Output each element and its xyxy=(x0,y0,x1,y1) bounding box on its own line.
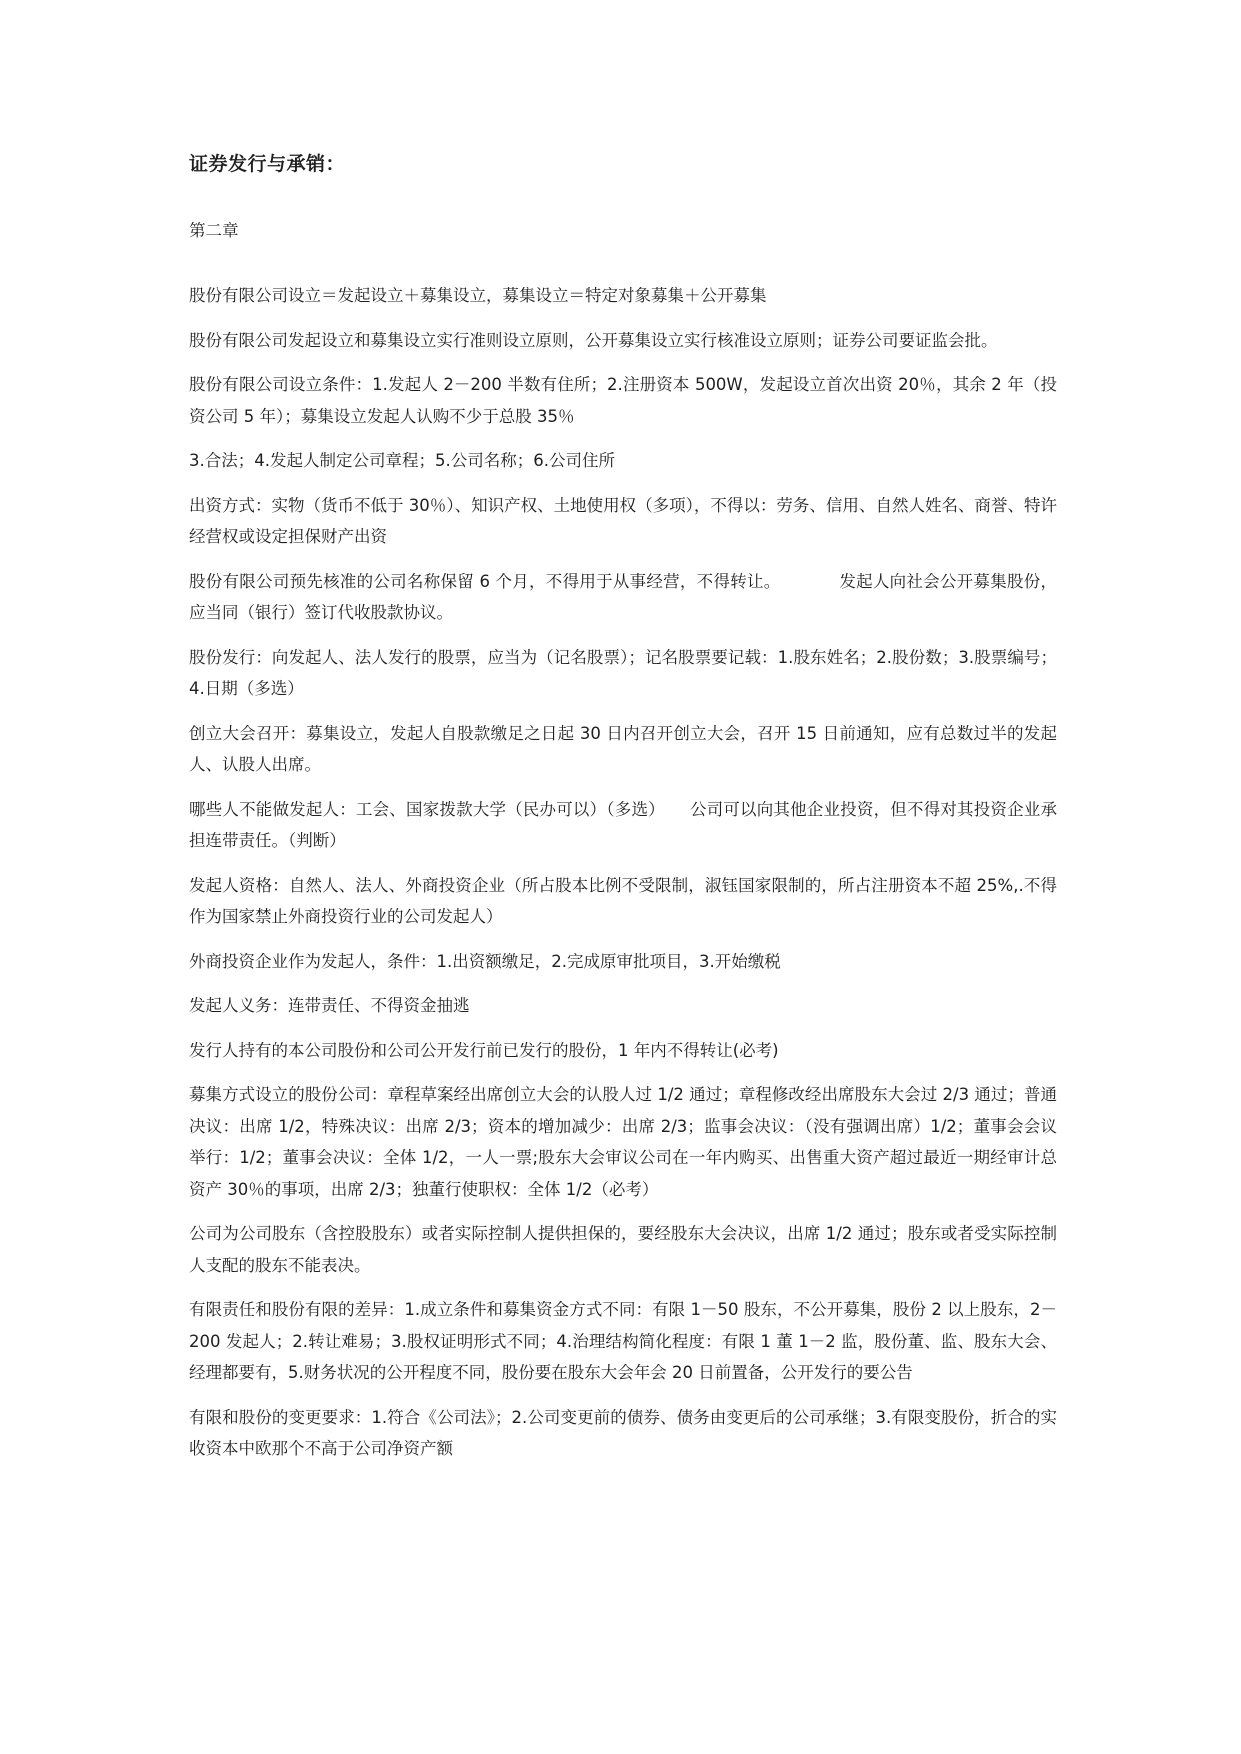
paragraph-setup-conditions-continued: 3.合法；4.发起人制定公司章程；5.公司名称；6.公司住所 xyxy=(189,451,615,470)
paragraph-share-issuance: 股份发行：向发起人、法人发行的股票，应当为（记名股票）；记名股票要记载：1.股东姓名；2.股份数；3.股票编号；4.日期（多选） xyxy=(189,647,1057,698)
paragraph-contribution-methods: 出资方式：实物（货币不低于 30％）、知识产权、土地使用权（多项），不得以：劳务、信用、自然人姓名、商誉、特许经营权或设定担保财产出资 xyxy=(189,495,1057,546)
chapter-heading: 第二章 xyxy=(189,221,239,240)
document-body xyxy=(189,280,1057,1465)
paragraph-name-reservation: 股份有限公司预先核准的公司名称保留 6 个月，不得用于从事经营，不得转让。 发起人向社会公开募集股份，应当同（银行）签订代收股款协议。 xyxy=(189,571,1057,622)
paragraph-share-transfer-restriction: 发行人持有的本公司股份和公司公开发行前已发行的股份，1 年内不得转让(必考) xyxy=(189,1040,779,1060)
paragraph-promoter-qualification: 发起人资格：自然人、法人、外商投资企业（所占股本比例不受限制，淑钰国家限制的，所占注册资本不超 25%,.不得作为国家禁止外商投资行业的公司发起人） xyxy=(189,875,1057,926)
paragraph-ineligible-promoters: 哪些人不能做发起人：工会、国家拨款大学（民办可以）（多选） 公司可以向其他企业投资，但不得对其投资企业承担连带责任。（判断） xyxy=(189,799,1057,850)
paragraph-company-setup-methods: 股份有限公司设立＝发起设立＋募集设立，募集设立＝特定对象募集＋公开募集 xyxy=(189,286,767,305)
paragraph-voting-thresholds: 募集方式设立的股份公司：章程草案经出席创立大会的认股人过 1/2 通过；章程修改经出席股东大会过 2/3 通过；普通决议：出席 1/2，特殊决议：出席 2/3；资本的增加减少：出席 2/3；监事会决议：（没有强调出席）1/2；董事会会议举行：1/2；董事会决议：全体 1/2，一人一票;股东大会审议公司在一年内购买、出售重大资产超过最近一期经审计总资产 30％的事项，出席 2/3；独董行使职权：全体 1/2（必考） xyxy=(189,1085,1057,1199)
paragraph-foreign-investment-promoter: 外商投资企业作为发起人，条件：1.出资额缴足，2.完成原审批项目，3.开始缴税 xyxy=(189,951,781,971)
paragraph-promoter-obligations: 发起人义务：连带责任、不得资金抽逃 xyxy=(189,996,470,1015)
paragraph-llc-vs-joint-stock: 有限责任和股份有限的差异：1.成立条件和募集资金方式不同：有限 1－50 股东，不公开募集，股份 2 以上股东，2－200 发起人；2.转让难易；3.股权证明形式不同；4.治理结构简化程度：有限 1 董 1－2 监，股份董、监、股东大会、经理都要有，5.财务状况的公开程度不同，股份要在股东大会年会 20 日前置备，公开发行的要公告 xyxy=(189,1300,1057,1382)
paragraph-setup-principles: 股份有限公司发起设立和募集设立实行准则设立原则，公开募集设立实行核准设立原则；证券公司要证监会批。 xyxy=(189,330,998,350)
paragraph-conversion-requirements: 有限和股份的变更要求：1.符合《公司法》；2.公司变更前的债券、债务由变更后的公司承继；3.有限变股份，折合的实收资本中欧那个不高于公司净资产额 xyxy=(189,1407,1057,1458)
paragraph-founding-meeting: 创立大会召开：募集设立，发起人自股款缴足之日起 30 日内召开创立大会，召开 15 日前通知，应有总数过半的发起人、认股人出席。 xyxy=(189,723,1057,774)
document-page xyxy=(189,148,1057,1478)
paragraph-shareholder-guarantee: 公司为公司股东（含控股股东）或者实际控制人提供担保的，要经股东大会决议，出席 1/2 通过；股东或者受实际控制人支配的股东不能表决。 xyxy=(189,1224,1057,1275)
paragraph-setup-conditions: 股份有限公司设立条件：1.发起人 2－200 半数有住所；2.注册资本 500W，发起设立首次出资 20％，其余 2 年（投资公司 5 年）；募集设立发起人认购不少于总股 35％ xyxy=(189,375,1057,426)
document-title: 证券发行与承销： xyxy=(189,153,346,175)
